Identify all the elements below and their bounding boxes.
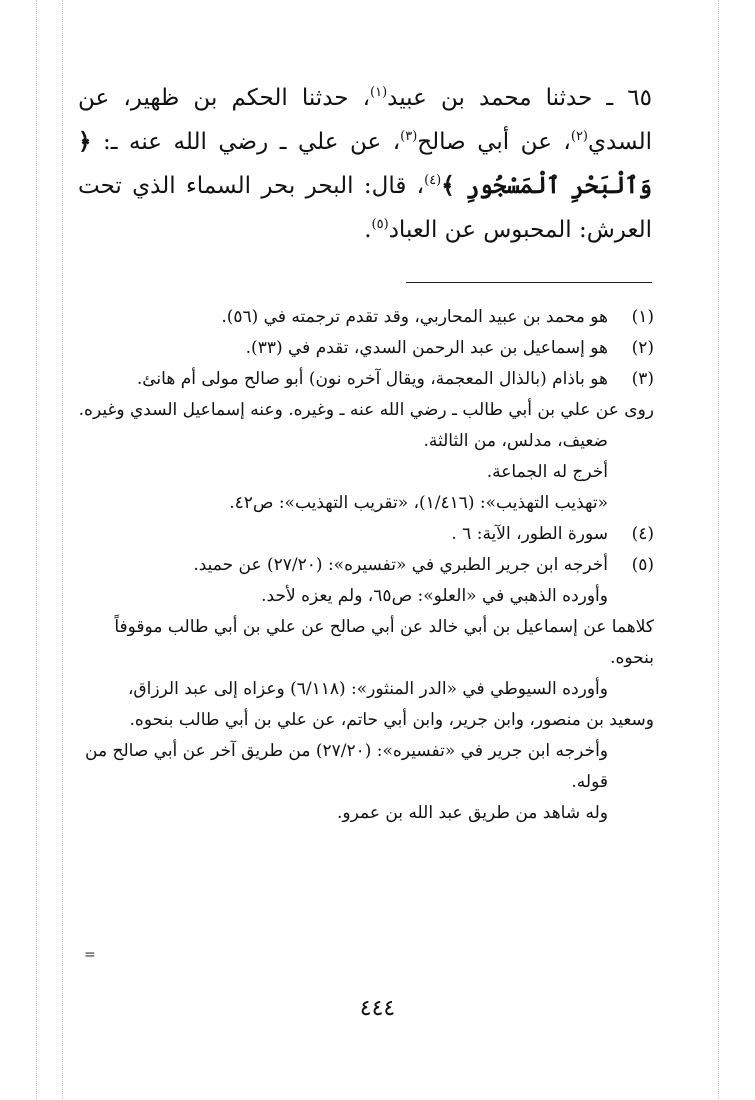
hadith-paragraph xyxy=(78,76,652,252)
hadith-text-part: . xyxy=(364,217,372,243)
footnote-5 xyxy=(78,550,654,581)
margin-guide xyxy=(36,0,37,1100)
footnote-line: أخرج له الجماعة. xyxy=(486,462,608,482)
footnote-line: سورة الطور، الآية: ٦ . xyxy=(451,524,608,544)
footnote-number: (٣) xyxy=(631,369,654,389)
footnote-number: (٥) xyxy=(631,555,654,575)
footnote-1 xyxy=(78,302,654,333)
footnote-line: وأخرجه ابن جرير في «تفسيره»: (٢٧/٢٠) من طريق آخر عن أبي صالح من قوله. xyxy=(85,741,608,792)
footnote-number: (٢) xyxy=(631,338,654,358)
footnote-line: روى عن علي بن أبي طالب ـ رضي الله عنه ـ وغيره. وعنه إسماعيل السدي وغيره. xyxy=(78,400,654,420)
hadith-text-part: ، عن علي ـ رضي الله عنه ـ: xyxy=(91,129,401,155)
edge-mark: = xyxy=(84,947,96,963)
footnote-4 xyxy=(78,519,654,550)
hadith-text-part: ، عن أبي صالح xyxy=(417,129,571,155)
page-number: ٤٤٤ xyxy=(359,996,396,1021)
hadith-text xyxy=(78,76,652,252)
footnote-ref: (٢) xyxy=(570,129,588,144)
footnote-ref: (٤) xyxy=(424,173,442,188)
footnote-number: (١) xyxy=(631,307,654,327)
footnotes xyxy=(78,302,654,829)
footnote-line: وله شاهد من طريق عبد الله بن عمرو. xyxy=(337,803,608,823)
footnote-line: «تهذيب التهذيب»: (١/٤١٦)، «تقريب التهذيب»: ص٤٢. xyxy=(229,493,608,513)
footnote-line: وسعيد بن منصور، وابن جرير، وابن أبي حاتم، عن علي بن أبي طالب بنحوه. xyxy=(129,710,654,730)
footnote-2 xyxy=(78,333,654,364)
quran-verse: ﴿ وَٱلْبَحْرِ ٱلْمَسْجُورِ ﴾ xyxy=(78,128,652,199)
margin-guide xyxy=(718,0,719,1100)
footnote-line: وأورده السيوطي في «الدر المنثور»: (٦/١١٨) وعزاه إلى عبد الرزاق، xyxy=(127,679,608,699)
footnote-ref: (٣) xyxy=(400,129,418,144)
footnote-line: ضعيف، مدلس، من الثالثة. xyxy=(423,431,608,451)
footnote-line: أخرجه ابن جرير الطبري في «تفسيره»: (٢٧/٢٠) عن حميد. xyxy=(193,555,608,575)
footnote-number: (٤) xyxy=(631,524,654,544)
footnote-line: هو باذام (بالذال المعجمة، ويقال آخره نون) أبو صالح مولى أم هانئ. xyxy=(136,369,608,389)
footnote-ref: (٥) xyxy=(371,217,389,232)
hadith-text-part: ٦٥ ـ حدثنا محمد بن عبيد xyxy=(387,85,652,111)
hadith-text-part: ، قال: البحر بحر السماء الذي تحت العرش: المحبوس عن العباد xyxy=(78,173,652,243)
footnote-line: هو إسماعيل بن عبد الرحمن السدي، تقدم في (٣٣). xyxy=(245,338,608,358)
footnote-line: وأورده الذهبي في «العلو»: ص٦٥، ولم يعزه لأحد. xyxy=(261,586,608,606)
footnote-3 xyxy=(78,364,654,395)
footnote-separator xyxy=(406,282,652,283)
margin-guide xyxy=(62,0,63,1100)
footnote-ref: (١) xyxy=(370,85,388,100)
hadith-text-part: ، حدثنا الحكم بن ظهير، عن السدي xyxy=(78,85,652,155)
footnote-line: هو محمد بن عبيد المحاربي، وقد تقدم ترجمته في (٥٦). xyxy=(221,307,608,327)
footnote-line: كلاهما عن إسماعيل بن أبي خالد عن أبي صالح عن علي بن أبي طالب موقوفاً بنحوه. xyxy=(114,617,654,668)
